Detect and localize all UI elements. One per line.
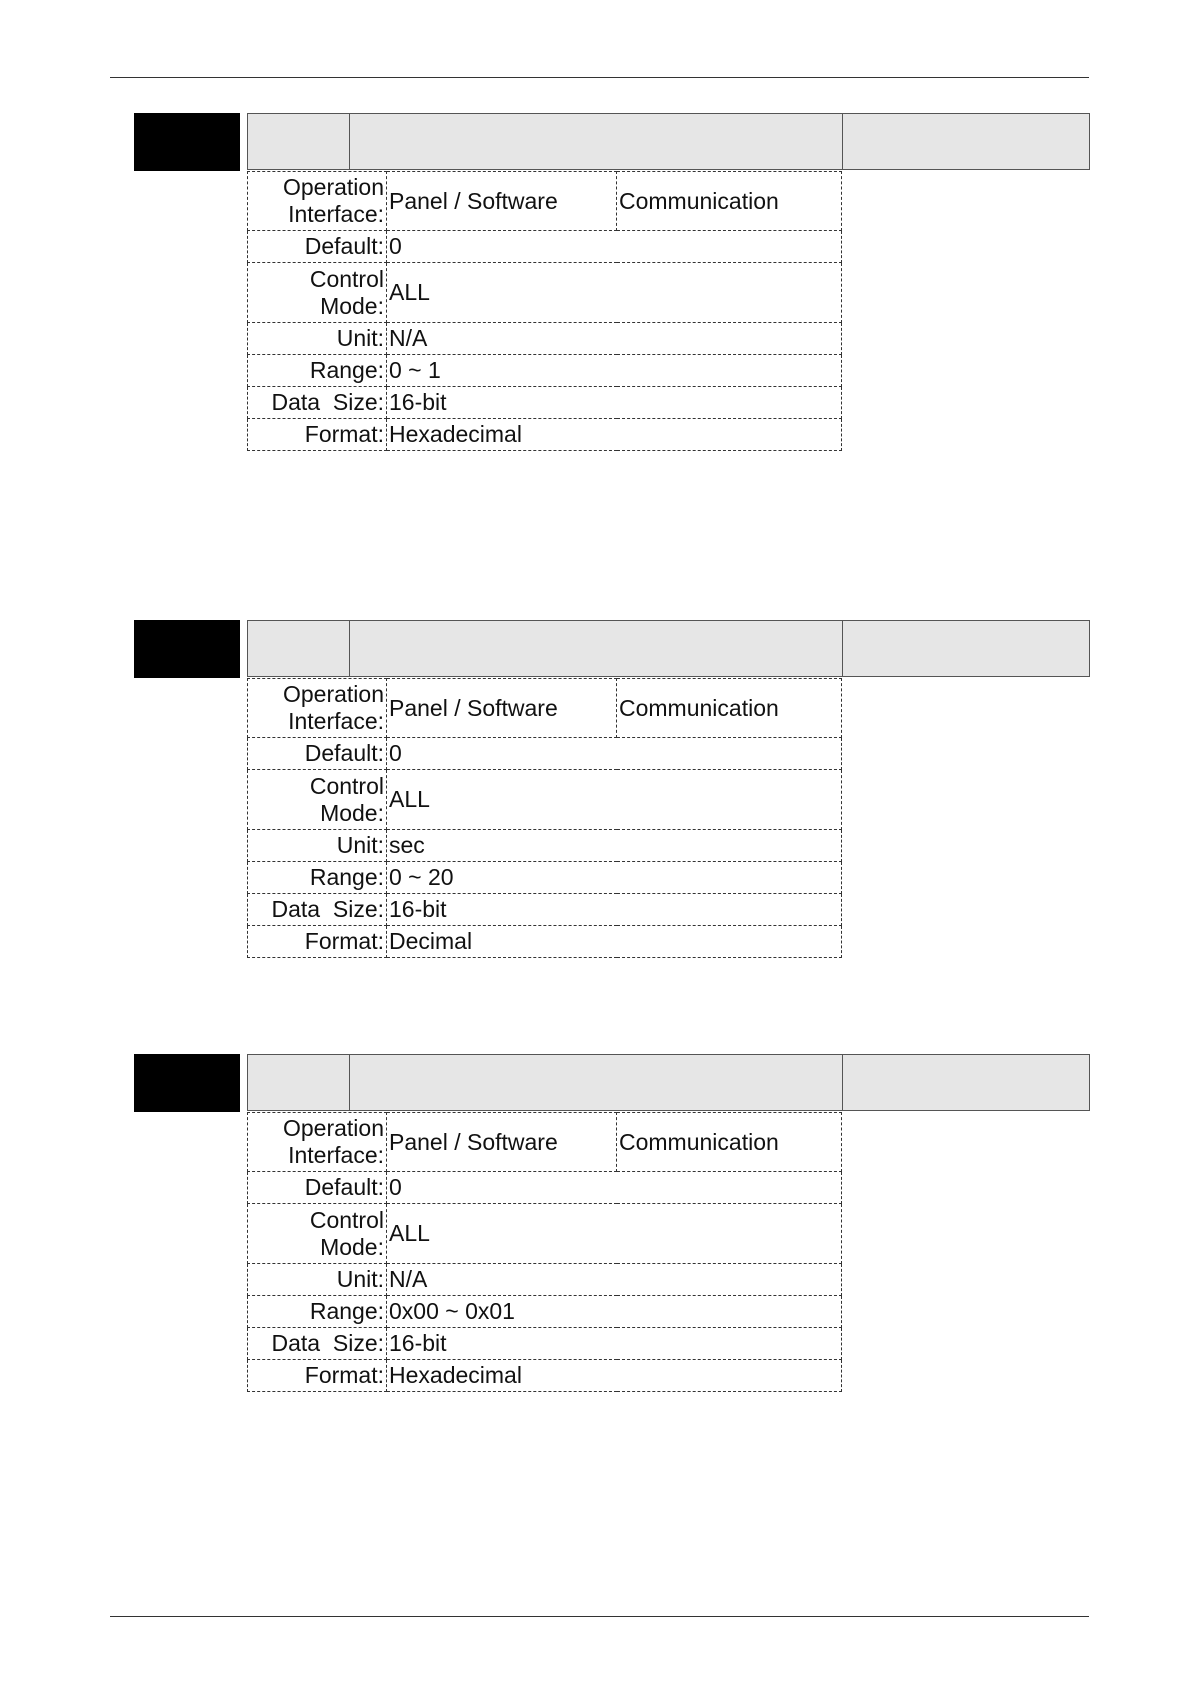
unit-row (248, 830, 842, 862)
format-row (248, 926, 842, 958)
range-label: Range: (248, 862, 387, 894)
control-mode-label: Control Mode: (248, 263, 387, 323)
control-mode-row (248, 770, 842, 830)
operation-interface-panel: Panel / Software (387, 1113, 617, 1172)
control-mode-row (248, 1204, 842, 1264)
format-value: Decimal (387, 926, 842, 958)
default-row (248, 1172, 842, 1204)
operation-interface-panel: Panel / Software (387, 679, 617, 738)
default-value: 0 (387, 738, 842, 770)
parameter-header (247, 1054, 1090, 1111)
parameter-code-tab (134, 620, 240, 678)
range-label: Range: (248, 1296, 387, 1328)
parameter-code-tab (134, 113, 240, 171)
unit-label: Unit: (248, 323, 387, 355)
operation-interface-comm: Communication (617, 1113, 842, 1172)
format-value: Hexadecimal (387, 1360, 842, 1392)
unit-row (248, 1264, 842, 1296)
unit-value: N/A (387, 323, 842, 355)
format-label: Format: (248, 1360, 387, 1392)
range-value: 0 ~ 20 (387, 862, 842, 894)
default-value: 0 (387, 1172, 842, 1204)
operation-interface-label: Operation Interface: (248, 172, 387, 231)
operation-interface-panel: Panel / Software (387, 172, 617, 231)
unit-value: N/A (387, 1264, 842, 1296)
operation-interface-comm: Communication (617, 172, 842, 231)
operation-interface-label: Operation Interface: (248, 679, 387, 738)
parameter-properties-table (247, 678, 842, 958)
top-rule (110, 77, 1089, 78)
parameter-header (247, 113, 1090, 170)
bottom-rule (110, 1616, 1089, 1617)
data-size-label: Data Size: (248, 387, 387, 419)
format-label: Format: (248, 926, 387, 958)
control-mode-value: ALL (387, 770, 842, 830)
default-row (248, 231, 842, 263)
format-row (248, 419, 842, 451)
data-size-row (248, 387, 842, 419)
operation-interface-row (248, 1113, 842, 1172)
operation-interface-label: Operation Interface: (248, 1113, 387, 1172)
unit-row (248, 323, 842, 355)
unit-label: Unit: (248, 1264, 387, 1296)
range-label: Range: (248, 355, 387, 387)
unit-value: sec (387, 830, 842, 862)
data-size-row (248, 1328, 842, 1360)
data-size-value: 16-bit (387, 894, 842, 926)
data-size-value: 16-bit (387, 1328, 842, 1360)
format-value: Hexadecimal (387, 419, 842, 451)
control-mode-row (248, 263, 842, 323)
operation-interface-row (248, 172, 842, 231)
data-size-value: 16-bit (387, 387, 842, 419)
data-size-label: Data Size: (248, 894, 387, 926)
range-value: 0 ~ 1 (387, 355, 842, 387)
default-label: Default: (248, 1172, 387, 1204)
format-label: Format: (248, 419, 387, 451)
data-size-row (248, 894, 842, 926)
range-row (248, 1296, 842, 1328)
default-label: Default: (248, 231, 387, 263)
control-mode-value: ALL (387, 263, 842, 323)
format-row (248, 1360, 842, 1392)
range-row (248, 355, 842, 387)
default-row (248, 738, 842, 770)
operation-interface-comm: Communication (617, 679, 842, 738)
parameter-properties-table (247, 1112, 842, 1392)
control-mode-value: ALL (387, 1204, 842, 1264)
unit-label: Unit: (248, 830, 387, 862)
default-label: Default: (248, 738, 387, 770)
default-value: 0 (387, 231, 842, 263)
parameter-header (247, 620, 1090, 677)
operation-interface-row (248, 679, 842, 738)
parameter-properties-table (247, 171, 842, 451)
data-size-label: Data Size: (248, 1328, 387, 1360)
range-row (248, 862, 842, 894)
parameter-code-tab (134, 1054, 240, 1112)
range-value: 0x00 ~ 0x01 (387, 1296, 842, 1328)
control-mode-label: Control Mode: (248, 1204, 387, 1264)
control-mode-label: Control Mode: (248, 770, 387, 830)
